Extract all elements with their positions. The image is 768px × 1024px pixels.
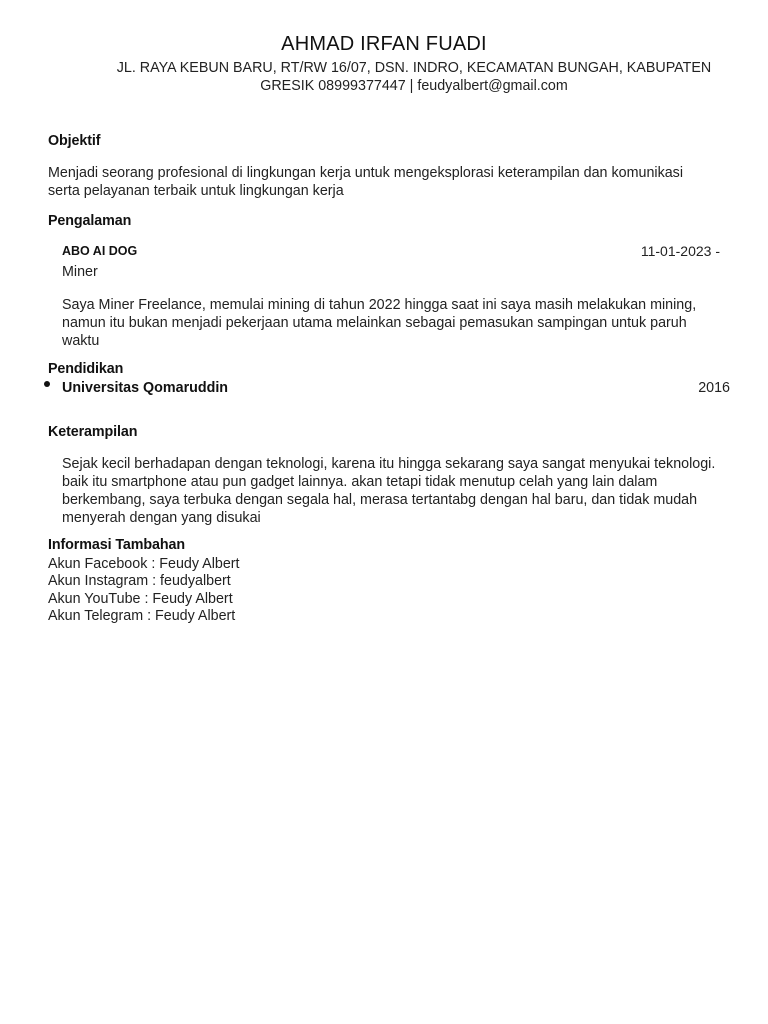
education-school: Universitas Qomaruddin bbox=[62, 380, 229, 396]
candidate-name: AHMAD IRFAN FUADI bbox=[281, 33, 487, 55]
list-item: Akun Telegram : Feudy Albert bbox=[48, 607, 236, 624]
bullet-icon bbox=[44, 381, 50, 387]
education-year: 2016 bbox=[698, 380, 730, 396]
section-title-objective: Objektif bbox=[48, 133, 101, 149]
objective-text: Menjadi seorang profesional di lingkungan kerja untuk mengeksplorasi keterampilan dan komunikasi serta pelayanan terbaik untuk lingkungan kerja bbox=[48, 165, 683, 199]
address-line-1: JL. RAYA KEBUN BARU, RT/RW 16/07, DSN. INDRO, KECAMATAN BUNGAH, KABUPATEN bbox=[116, 60, 712, 76]
experience-description: Saya Miner Freelance, memulai mining di tahun 2022 hingga saat ini saya masih melakukan mining, namun itu bukan menjadi pekerjaan utama melainkan sebagai pemasukan sampingan untuk paruh waktu bbox=[62, 297, 697, 349]
contact-address bbox=[100, 59, 728, 95]
section-title-education: Pendidikan bbox=[48, 361, 124, 377]
experience-company: ABO AI DOG bbox=[62, 244, 138, 258]
section-title-experience: Pengalaman bbox=[48, 213, 132, 229]
section-title-additional-info: Informasi Tambahan bbox=[48, 537, 185, 553]
experience-role: Miner bbox=[62, 264, 98, 280]
skills-text: Sejak kecil berhadapan dengan teknologi, karena itu hingga sekarang saya sangat menyukai teknologi. baik itu smartphone atau pun gadget lainnya. akan tetapi tidak menutup celah yang lain dalam berkembang, saya terbuka dengan segala hal, merasa tertantabg dengan hal baru, dan tidak mudah menyerah dengan yang disukai bbox=[62, 456, 716, 526]
additional-info-list bbox=[48, 556, 240, 625]
list-item: Akun YouTube : Feudy Albert bbox=[48, 590, 233, 607]
list-item: Akun Facebook : Feudy Albert bbox=[48, 556, 240, 572]
section-title-skills: Keterampilan bbox=[48, 424, 138, 440]
experience-date: 11-01-2023 - bbox=[640, 243, 720, 259]
address-line-2: GRESIK 08999377447 | feudyalbert@gmail.com bbox=[260, 78, 568, 94]
list-item: Akun Instagram : feudyalbert bbox=[48, 573, 231, 590]
